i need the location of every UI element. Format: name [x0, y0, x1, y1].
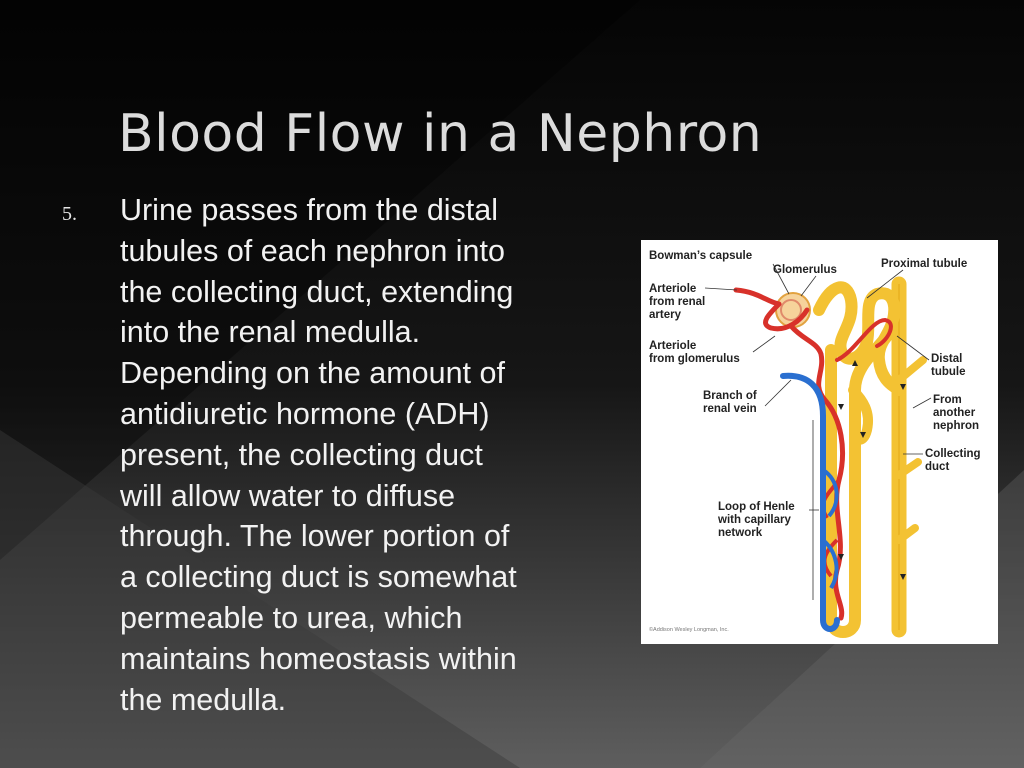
- slide-title: Blood Flow in a Nephron: [118, 104, 763, 164]
- diagram-copyright: ©Addison Wesley Longman, Inc.: [649, 627, 729, 633]
- label-proximal-tubule: Proximal tubule: [881, 258, 968, 270]
- label-from-another-nephron: From another nephron: [933, 394, 979, 432]
- label-arteriole-renal-artery: Arteriole from renal artery: [649, 283, 706, 321]
- label-bowmans-capsule: Bowman’s capsule: [649, 250, 753, 262]
- label-collecting-duct: Collecting duct: [925, 448, 981, 473]
- bullet-number: 5.: [62, 203, 77, 225]
- bullet-text: Urine passes from the distal tubules of each nephron into the collecting duct, extending into the renal medulla. Depending on the amount of antidiuretic hormone (ADH) present, the collecting duct will allow water to diffuse through. The lower portion of a collecting duct is somewhat permeable to urea, which maintains homeostasis within the medulla.: [120, 193, 517, 717]
- label-loop-of-henle: Loop of Henle with capillary network: [718, 501, 795, 539]
- label-arteriole-glomerulus: Arteriole from glomerulus: [649, 340, 740, 365]
- label-distal-tubule: Distal tubule: [931, 353, 966, 378]
- nephron-diagram: [641, 240, 998, 644]
- label-branch-renal-vein: Branch of renal vein: [703, 390, 757, 415]
- label-glomerulus: Glomerulus: [773, 264, 837, 276]
